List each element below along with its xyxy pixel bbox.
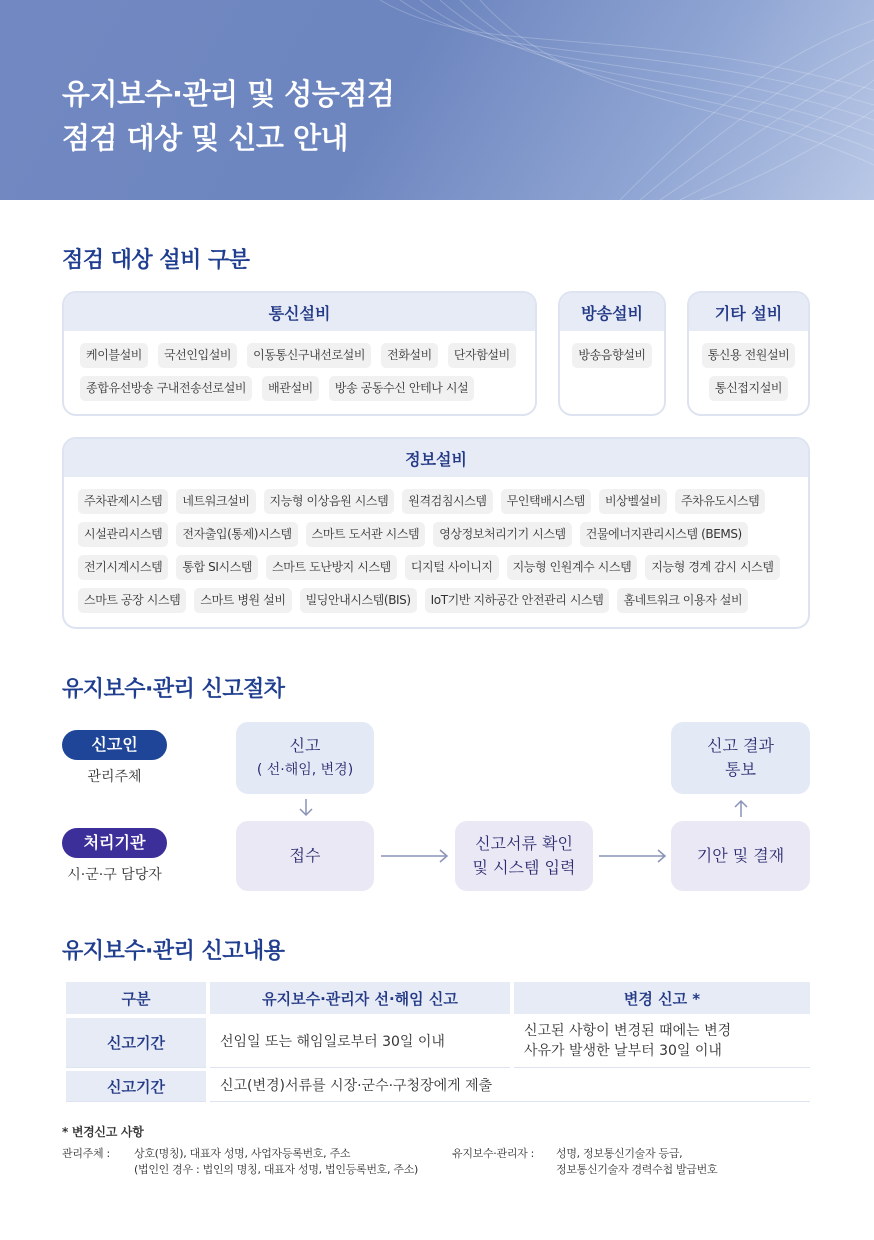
table-header: 변경 신고 * xyxy=(514,982,810,1014)
equipment-chip: 디지털 사이니지 xyxy=(405,555,499,580)
other-card-title: 기타 설비 xyxy=(689,293,808,331)
step-report xyxy=(236,722,374,794)
header-banner xyxy=(0,0,874,200)
row2-col1: 신고(변경)서류를 시장·군수·구청장에게 제출 xyxy=(210,1068,810,1102)
equipment-chip: 배관설비 xyxy=(262,376,319,401)
equipment-chip: 지능형 경계 감시 시스템 xyxy=(645,555,779,580)
row1-col1: 선임일 또는 해임일로부터 30일 이내 xyxy=(210,1014,510,1068)
table-header: 유지보수·관리자 선·해임 신고 xyxy=(210,982,510,1014)
equipment-chip: 방송음향설비 xyxy=(572,343,651,368)
title-line-2: 점검 대상 및 신고 안내 xyxy=(62,121,349,155)
other-card xyxy=(687,291,810,416)
equipment-chip: 주차유도시스템 xyxy=(675,489,765,514)
notes-left-line1: 상호(명칭), 대표자 성명, 사업자등록번호, 주소 xyxy=(134,1147,351,1160)
step-notify-line1: 신고 결과 xyxy=(707,736,774,755)
table-row xyxy=(66,1068,810,1102)
row1-col2-line2: 사유가 발생한 날부터 30일 이내 xyxy=(524,1042,722,1059)
procedure-section-title: 유지보수·관리 신고절차 xyxy=(62,677,285,702)
step-check-line1: 신고서류 확인 xyxy=(475,834,573,853)
equipment-chip: 단자함설비 xyxy=(448,343,516,368)
equipment-chip: 스마트 병원 설비 xyxy=(194,588,291,613)
equipment-chip: IoT기반 지하공간 안전관리 시스템 xyxy=(425,588,610,613)
row1-col2-line1: 신고된 사항이 변경된 때에는 변경 xyxy=(524,1022,732,1039)
equipment-chip: 주차관제시스템 xyxy=(78,489,168,514)
equipment-chip: 케이블설비 xyxy=(80,343,148,368)
row1-col2 xyxy=(514,1014,810,1068)
arrow-right-icon xyxy=(380,848,450,864)
step-approve-label: 기안 및 결재 xyxy=(696,846,785,865)
page-title xyxy=(62,72,394,160)
reporter-sub: 관리주체 xyxy=(87,769,142,785)
step-check xyxy=(455,821,593,891)
equipment-chip: 영상정보처리기기 시스템 xyxy=(433,522,572,547)
step-notify-line2: 통보 xyxy=(725,760,756,779)
equipment-chip: 홈네트워크 이용자 설비 xyxy=(617,588,748,613)
notes-left-line2: (법인인 경우 : 법인의 명칭, 대표자 성명, 법인등록번호, 주소) xyxy=(134,1163,419,1176)
equipment-chip: 네트워크설비 xyxy=(176,489,255,514)
arrow-down-icon xyxy=(298,798,314,818)
step-notify xyxy=(671,722,810,794)
equipment-chip: 시설관리시스템 xyxy=(78,522,168,547)
equipment-chip: 전기시계시스템 xyxy=(78,555,168,580)
step-report-line1: 신고 xyxy=(289,736,321,755)
reporter-pill: 신고인 xyxy=(62,730,167,760)
equipment-chip: 통신용 전원설비 xyxy=(702,343,796,368)
telecom-card-title: 통신설비 xyxy=(64,293,535,331)
row-label: 신고기간 xyxy=(66,1014,206,1068)
telecom-card xyxy=(62,291,537,416)
equipment-chip: 통합 SI시스템 xyxy=(176,555,258,580)
equipment-chip: 지능형 인원계수 시스템 xyxy=(507,555,638,580)
step-approve xyxy=(671,821,810,891)
equipment-chip: 원격검침시스템 xyxy=(402,489,492,514)
report-table xyxy=(62,982,814,1102)
equipment-chip: 건물에너지관리시스템 (BEMS) xyxy=(580,522,748,547)
notes-title: * 변경신고 사항 xyxy=(62,1125,144,1139)
row-label: 신고기간 xyxy=(66,1068,206,1102)
equipment-chip: 종합유선방송 구내전송선로설비 xyxy=(80,376,252,401)
step-check-line2: 및 시스템 입력 xyxy=(472,858,576,877)
processor-pill: 처리기관 xyxy=(62,828,167,858)
equipment-chip: 빌딩안내시스템(BIS) xyxy=(300,588,417,613)
equipment-chip: 통신접지설비 xyxy=(709,376,788,401)
notes-right-label: 유지보수·관리자 : xyxy=(452,1147,535,1160)
table-row xyxy=(66,1014,810,1068)
info-card-title: 정보설비 xyxy=(64,439,808,477)
table-header: 구분 xyxy=(66,982,206,1014)
processor-sub: 시·군·구 담당자 xyxy=(67,867,162,883)
equipment-chip: 이동통신구내선로설비 xyxy=(247,343,371,368)
broadcast-chip-list xyxy=(560,331,664,380)
broadcast-card xyxy=(558,291,666,416)
equipment-chip: 스마트 공장 시스템 xyxy=(78,588,186,613)
info-card xyxy=(62,437,810,629)
equipment-chip: 지능형 이상음원 시스템 xyxy=(264,489,395,514)
info-chip-list xyxy=(64,477,808,625)
arrow-right-icon xyxy=(598,848,668,864)
equipment-chip: 전화설비 xyxy=(381,343,438,368)
title-line-1: 유지보수·관리 및 성능점검 xyxy=(62,77,395,111)
equipment-chip: 스마트 도서관 시스템 xyxy=(306,522,426,547)
equipment-chip: 비상벨설비 xyxy=(599,489,667,514)
equipment-section-title: 점검 대상 설비 구분 xyxy=(62,248,250,273)
content-section-title: 유지보수·관리 신고내용 xyxy=(62,939,285,964)
other-chip-list xyxy=(689,331,808,413)
table-header-row xyxy=(66,982,810,1014)
arrow-up-icon xyxy=(733,798,749,818)
equipment-chip: 스마트 도난방지 시스템 xyxy=(266,555,397,580)
step-receive xyxy=(236,821,374,891)
step-report-line2: ( 선·해임, 변경) xyxy=(256,762,354,778)
telecom-chip-list xyxy=(64,331,535,413)
equipment-chip: 전자출입(통제)시스템 xyxy=(176,522,297,547)
notes-left-label: 관리주체 : xyxy=(62,1147,110,1160)
notes-right-line2: 정보통신기술자 경력수첩 발급번호 xyxy=(556,1163,718,1176)
equipment-chip: 방송 공동수신 안테나 시설 xyxy=(329,376,474,401)
notes-right-line1: 성명, 정보통신기술자 등급, xyxy=(556,1147,683,1160)
equipment-chip: 국선인입설비 xyxy=(158,343,237,368)
step-receive-label: 접수 xyxy=(289,846,321,865)
broadcast-card-title: 방송설비 xyxy=(560,293,664,331)
equipment-chip: 무인택배시스템 xyxy=(501,489,591,514)
